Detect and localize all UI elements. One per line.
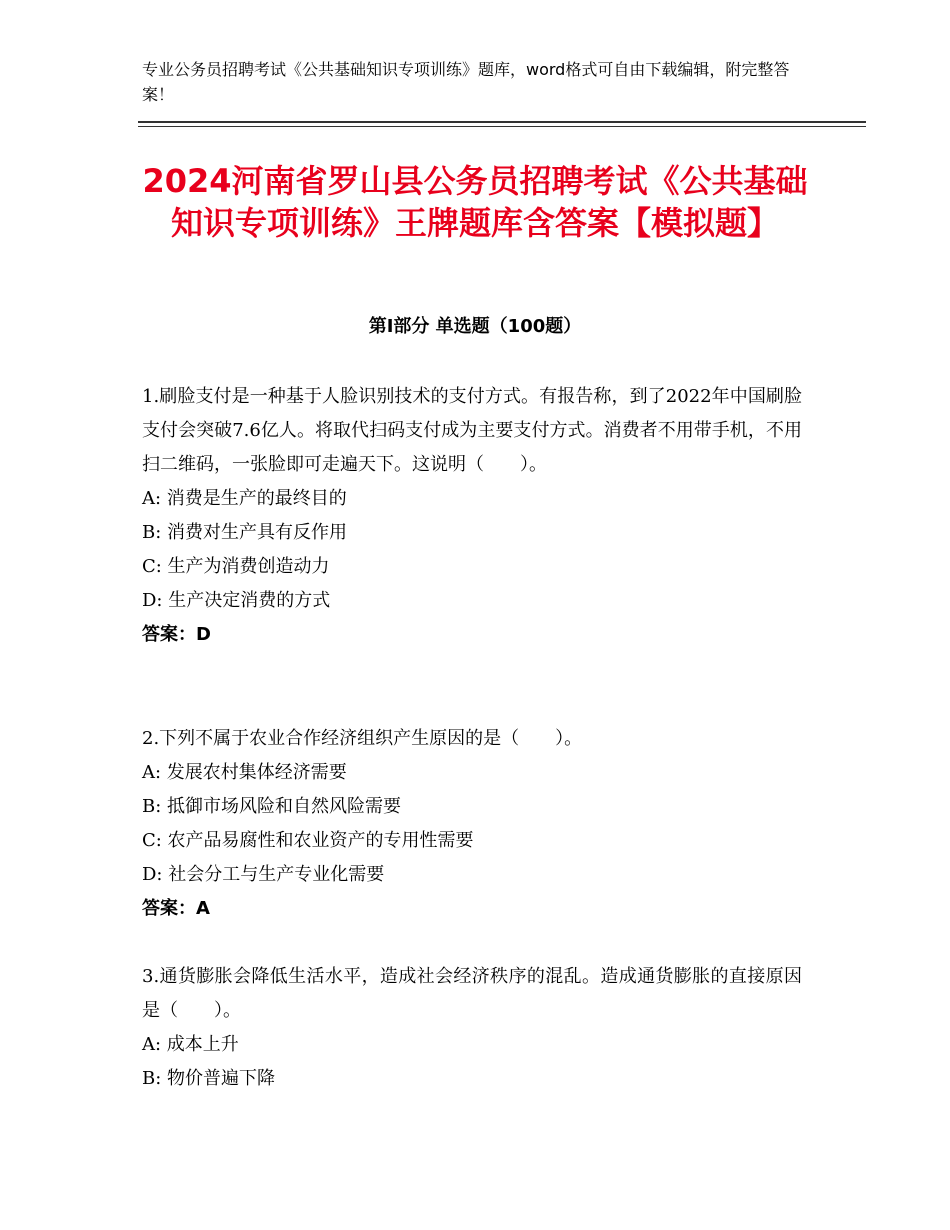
- question-stem: 3.通货膨胀会降低生活水平，造成社会经济秩序的混乱。造成通货膨胀的直接原因是（ ）。: [142, 966, 802, 1021]
- question-stem: 1.刷脸支付是一种基于人脸识别技术的支付方式。有报告称，到了2022年中国刷脸支付会突破7.6亿人。将取代扫码支付成为主要支付方式。消费者不用带手机，不用扫二维码，一张脸即可走遍天下。这说明（ ）。: [142, 386, 802, 475]
- header-note: 专业公务员招聘考试《公共基础知识专项训练》题库，word格式可自由下载编辑，附完整答案！: [142, 60, 790, 104]
- option-a: A: 发展农村集体经济需要: [142, 762, 347, 783]
- question-1: [142, 380, 802, 652]
- answer-line: 答案：A: [142, 898, 210, 919]
- document-title: 2024河南省罗山县公务员招聘考试《公共基础知识专项训练》王牌题库含答案【模拟题】: [142, 162, 808, 242]
- option-d: D: 社会分工与生产专业化需要: [142, 864, 385, 885]
- option-b: B: 抵御市场风险和自然风险需要: [142, 796, 402, 817]
- option-a: A: 消费是生产的最终目的: [142, 488, 347, 509]
- option-c: C: 生产为消费创造动力: [142, 556, 330, 577]
- question-2: [142, 722, 802, 926]
- question-stem: 2.下列不属于农业合作经济组织产生原因的是（ ）。: [142, 728, 583, 749]
- answer-line: 答案：D: [142, 624, 211, 645]
- option-b: B: 消费对生产具有反作用: [142, 522, 348, 543]
- option-d: D: 生产决定消费的方式: [142, 590, 331, 611]
- option-b: B: 物价普遍下降: [142, 1068, 276, 1089]
- option-c: C: 农产品易腐性和农业资产的专用性需要: [142, 830, 474, 851]
- option-a: A: 成本上升: [142, 1034, 239, 1055]
- header-divider-thin: [138, 126, 866, 127]
- section-title: 第Ⅰ部分 单选题（100题）: [368, 316, 582, 337]
- header-divider-thick: [138, 121, 866, 123]
- question-3: [142, 960, 802, 1096]
